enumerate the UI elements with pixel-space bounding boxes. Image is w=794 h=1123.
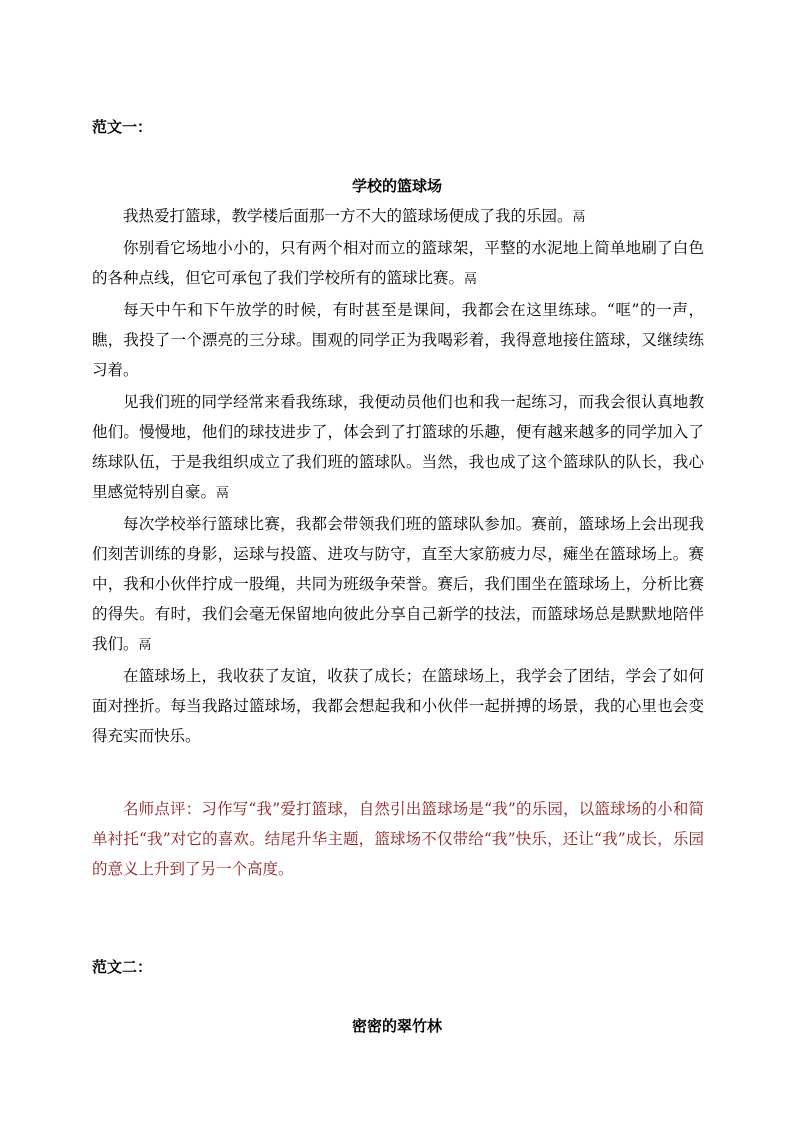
essay1-paragraph: 每次学校举行篮球比赛，我都会带领我们班的篮球队参加。赛前，篮球场上会出现我们刻苦训练的身影，运球与投篮、进攻与防守，直至大家筋疲力尽，瘫坐在篮球场上。赛中，我和小伙伴拧成一股绳，共同为班级争荣誉。赛后，我们围坐在篮球场上，分析比赛的得失。有时，我们会毫无保留地向彼此分享自己新学的技法，而篮球场总是默默地陪伴我们。鬲 — [92, 515, 704, 653]
teacher-comment: 名师点评：习作写“我”爱打篮球，自然引出篮球场是“我”的乐园，以篮球场的小和简单衬托“我”对它的喜欢。结尾升华主题，篮球场不仅带给“我”快乐，还让“我”成长，乐园的意义上升到了另一个高度。 — [92, 800, 704, 878]
essay1-paragraph: 你别看它场地小小的，只有两个相对而立的篮球架，平整的水泥地上简单地刷了白色的各种点线，但它可承包了我们学校所有的篮球比赛。鬲 — [92, 239, 704, 287]
essay1-paragraph: 见我们班的同学经常来看我练球，我便动员他们也和我一起练习，而我会很认真地教他们。慢慢地，他们的球技进步了，体会到了打篮球的乐趣，便有越来越多的同学加入了练球队伍，于是我组织成立了我们班的篮球队。当然，我也成了这个篮球队的队长，我心里感觉特别自豪。鬲 — [92, 393, 704, 501]
essay2-heading: 范文二： — [92, 958, 153, 976]
paragraph-end-mark: 鬲 — [572, 210, 586, 225]
essay1-paragraph: 在篮球场上，我收获了友谊，收获了成长；在篮球场上，我学会了团结，学会了如何面对挫折。每当我路过篮球场，我都会想起我和小伙伴一起拼搏的场景，我的心里也会变得充实而快乐。 — [92, 667, 704, 745]
essay1-paragraph: 每天中午和下午放学的时候，有时甚至是课间，我都会在这里练球。“哐”的一声，瞧，我投了一个漂亮的三分球。围观的同学正为我喝彩着，我得意地接住篮球，又继续练习着。 — [92, 301, 704, 379]
paragraph-end-mark: 鬲 — [138, 638, 152, 653]
paragraph-end-mark: 鬲 — [216, 486, 230, 501]
essay1-heading: 范文一： — [92, 118, 153, 136]
essay1-title: 学校的篮球场 — [351, 177, 442, 195]
essay1-body — [92, 201, 704, 753]
essay1-paragraph: 我热爱打篮球，教学楼后面那一方不大的篮球场便成了我的乐园。鬲 — [123, 207, 586, 225]
paragraph-end-mark: 鬲 — [464, 272, 478, 287]
essay2-title: 密密的翠竹林 — [351, 1017, 442, 1035]
